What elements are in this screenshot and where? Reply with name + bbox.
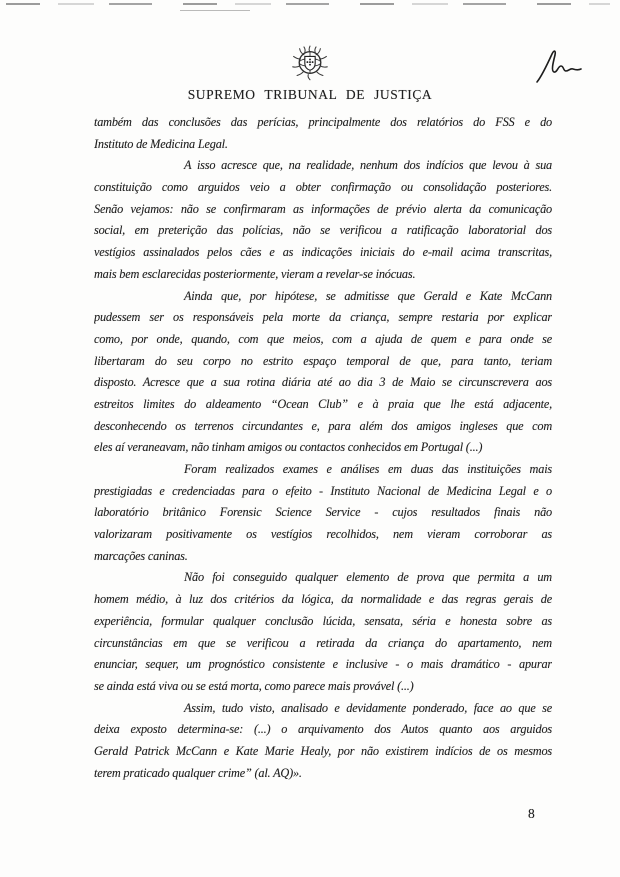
page-number: 8 (528, 806, 535, 821)
text-line: mais bem esclarecidas posteriormente, vieram a revelar-se inócuas. (94, 266, 416, 281)
text-line: Assim, tudo visto, analisado e devidamente ponderado, face ao que se (184, 700, 552, 715)
text-line: laboratório britânico Forensic Science Service - cujos resultados finais não (94, 505, 552, 520)
text-line: experiência, formular qualquer conclusão lúcida, sensata, séria e honesta sobre as (94, 613, 552, 628)
text-line: circunstâncias em que se verificou a retirada da criança do apartamento, nem (94, 635, 552, 650)
text-line: desconhecendo os terrenos circundantes e, para além dos amigos ingleses que com (94, 418, 552, 433)
text-line: prestigiadas e credenciadas para o efeito - Instituto Nacional de Medicina Legal e o (94, 483, 552, 498)
scan-artifact-line (6, 3, 610, 5)
court-name: SUPREMO TRIBUNAL DE JUSTIÇA (187, 87, 433, 102)
text-line: marcações caninas. (94, 548, 188, 563)
text-line: homem médio, à luz dos critérios da lógica, da normalidade e das regras gerais de (94, 592, 552, 607)
text-line: Foram realizados exames e análises em duas das instituições mais (184, 462, 552, 476)
text-line: eles aí veraneavam, não tinham amigos ou contactos conhecidos em Portugal (...) (94, 440, 483, 455)
scan-artifact-line-small (180, 10, 250, 11)
text-line: se ainda está viva ou se está morta, como parece mais provável (...) (94, 678, 414, 693)
text-line: terem praticado qualquer crime” (al. AQ)». (94, 765, 302, 780)
text-line: disposto. Acresce que a sua rotina diária até ao dia 3 de Maio se circunscrevera aos (94, 375, 552, 390)
portugal-coat-of-arms-icon (291, 44, 329, 81)
text-line: valorizaram positivamente os vestígios recolhidos, nem vieram corroborar as (94, 527, 552, 542)
text-line: Gerald Patrick McCann e Kate Marie Healy, por não existirem indícios de os mesmos (94, 743, 552, 758)
text-line: estreitos limites do aldeamento “Ocean Club” e à praia que lhe está adjacente, (94, 396, 552, 411)
text-line: Instituto de Medicina Legal. (94, 136, 228, 151)
text-line: Ainda que, por hipótese, se admitisse que Gerald e Kate McCann (184, 288, 552, 303)
text-line: enunciar, sequer, um prognóstico consistente e inclusive - o mais dramático - apurar (94, 657, 552, 672)
text-line: A isso acresce que, na realidade, nenhum dos indícios que levou à sua (184, 158, 552, 173)
text-line: também das conclusões das perícias, principalmente dos relatórios do FSS e do (94, 115, 552, 129)
text-line: vestígios assinalados pelos cães e as indicações iniciais do e-mail acima transcritas, (94, 245, 552, 260)
text-line: constituição como arguidos veio a obter confirmação ou consolidação posteriores. (94, 180, 552, 195)
document-header (0, 44, 620, 103)
text-line: libertaram do seu corpo no estrito espaço temporal de que, para tanto, teriam (94, 353, 552, 368)
text-line: pudessem ser os responsáveis pela morte da criança, sempre restaria por explicar (94, 310, 552, 325)
text-line: Não foi conseguido qualquer elemento de prova que permita a um (184, 570, 552, 585)
handwritten-mark-icon (530, 46, 586, 88)
text-line: como, por onde, quando, com que meios, com a ajuda de quem e para onde se (94, 331, 552, 346)
document-body (94, 112, 552, 784)
text-line: Senão vejamos: não se confirmaram as informações de prévio alerta da comunicação (94, 201, 552, 216)
text-line: social, em preterição das polícias, não se verificou a ratificação laboratorial dos (94, 223, 552, 238)
text-line: deixa exposto determina-se: (...) o arquivamento dos Autos quanto aos arguidos (94, 722, 552, 737)
